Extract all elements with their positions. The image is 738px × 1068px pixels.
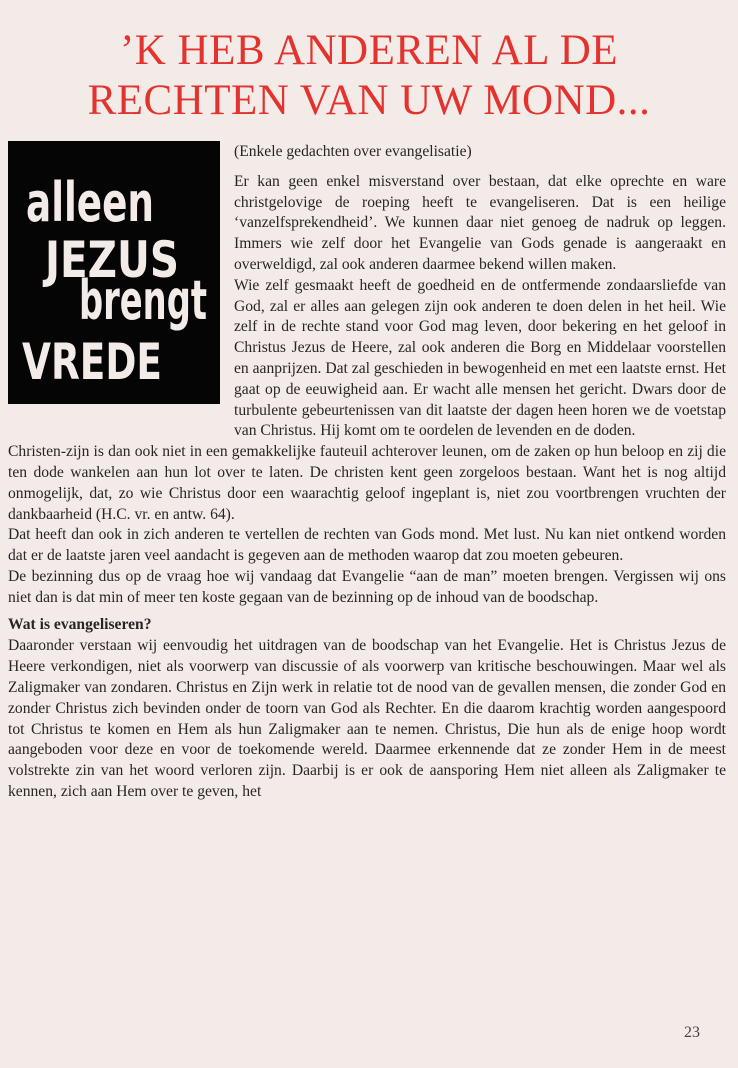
logo-word-jezus: JEZUS xyxy=(42,231,179,289)
article-title-line-2: RECHTEN VAN UW MOND... xyxy=(87,77,651,124)
article-title-line-1: ’K HEB ANDEREN AL DE xyxy=(119,27,619,74)
paragraph-3: Christen-zijn is dan ook niet in een gemakkelijke fauteuil achterover leunen, om de zaken op hun beloop en zij die ten dode wankelen aan hun lot over te laten. De christen kent geen zorgeloos bestaan. Want het is nog altijd onmogelijk, dat, zo wie Christus door een waarachtig geloof ingeplant is, niet zou voortbrengen vruchten der dankbaarheid (H.C. vr. en antw. 64). xyxy=(8,443,726,523)
logo-word-brengt: brengt xyxy=(79,269,207,332)
section-heading: Wat is evangeliseren? xyxy=(8,615,152,633)
logo-word-vrede: VREDE xyxy=(22,333,162,391)
article-subtitle: (Enkele gedachten over evangelisatie) xyxy=(234,143,472,160)
logo-word-alleen: alleen xyxy=(26,171,154,234)
paragraph-4: Dat heeft dan ook in zich anderen te vertellen de rechten van Gods mond. Met lust. Nu kan niet ontkend worden dat er de laatste jaren veel aandacht is gegeven aan de methoden waarop dat zou moeten gebeuren. xyxy=(8,526,726,565)
paragraph-5: De bezinning dus op de vraag hoe wij vandaag dat Evangelie “aan de man” moeten brengen. Vergissen wij ons niet dan is dat min of meer ten koste gegaan van de bezinning op de inhoud van de boodschap. xyxy=(8,567,726,606)
section-paragraph: Daaronder verstaan wij eenvoudig het uitdragen van de boodschap van het Evangelie. Het is Christus Jezus de Heere verkondigen, niet als voorwerp van discussie of als voorwerp van kritische beschouwingen. Maar wel als Zaligmaker van zondaren. Christus en Zijn werk in relatie tot de nood van de gevallen mensen, die zonder God en zonder Christus zich bevinden onder de toorn van God als Rechter. En die daarom krachtig worden aangespoord tot Christus te komen en Hem als hun Zaligmaker aan te nemen. Christus, Die hun als de enige hoop wordt aangeboden voor deze en voor de toekomende wereld. Daarmee erkennende dat ze zonder Hem in de meest volstrekte zin van het woord verloren zijn. Daarbij is er ook de aansporing Hem niet alleen als Zaligmaker te kennen, zich aan Hem over te geven, het xyxy=(8,637,726,800)
page-number: 23 xyxy=(684,1024,700,1041)
paragraph-1: Er kan geen enkel misverstand over bestaan, dat elke oprechte en ware christgelovige de roeping heeft te evangeliseren. Dat is een heilige ‘vanzelfsprekendheid’. We kunnen daar niet genoeg de nadruk op leggen. Immers wie zelf door het Evangelie van Gods genade is aangeraakt en overweldigd, zal ook anderen daarmee bekend willen maken. xyxy=(234,172,726,273)
logo-spacer xyxy=(8,142,234,422)
paragraph-2: Wie zelf gesmaakt heeft de goedheid en de ontfermende zondaarsliefde van God, zal er alles aan gelegen zijn ook anderen te doen delen in het heil. Wie zelf in de rechte stand voor God mag leven, door bekering en het geloof in Christus Jezus de Heere, zal ook anderen die Borg en Middelaar voorstellen en aanprijzen. Dat zal geschieden in bewogenheid en met een laatste ernst. Het gaat op de eeuwigheid aan. Er wacht alle mensen het gericht. Dwars door de turbulente gebeurtenissen van dit laatste der dagen heen horen we de voetstap van Christus. Hij komt om te oordelen de levenden en de doden. xyxy=(234,276,726,440)
article-body xyxy=(8,142,726,803)
